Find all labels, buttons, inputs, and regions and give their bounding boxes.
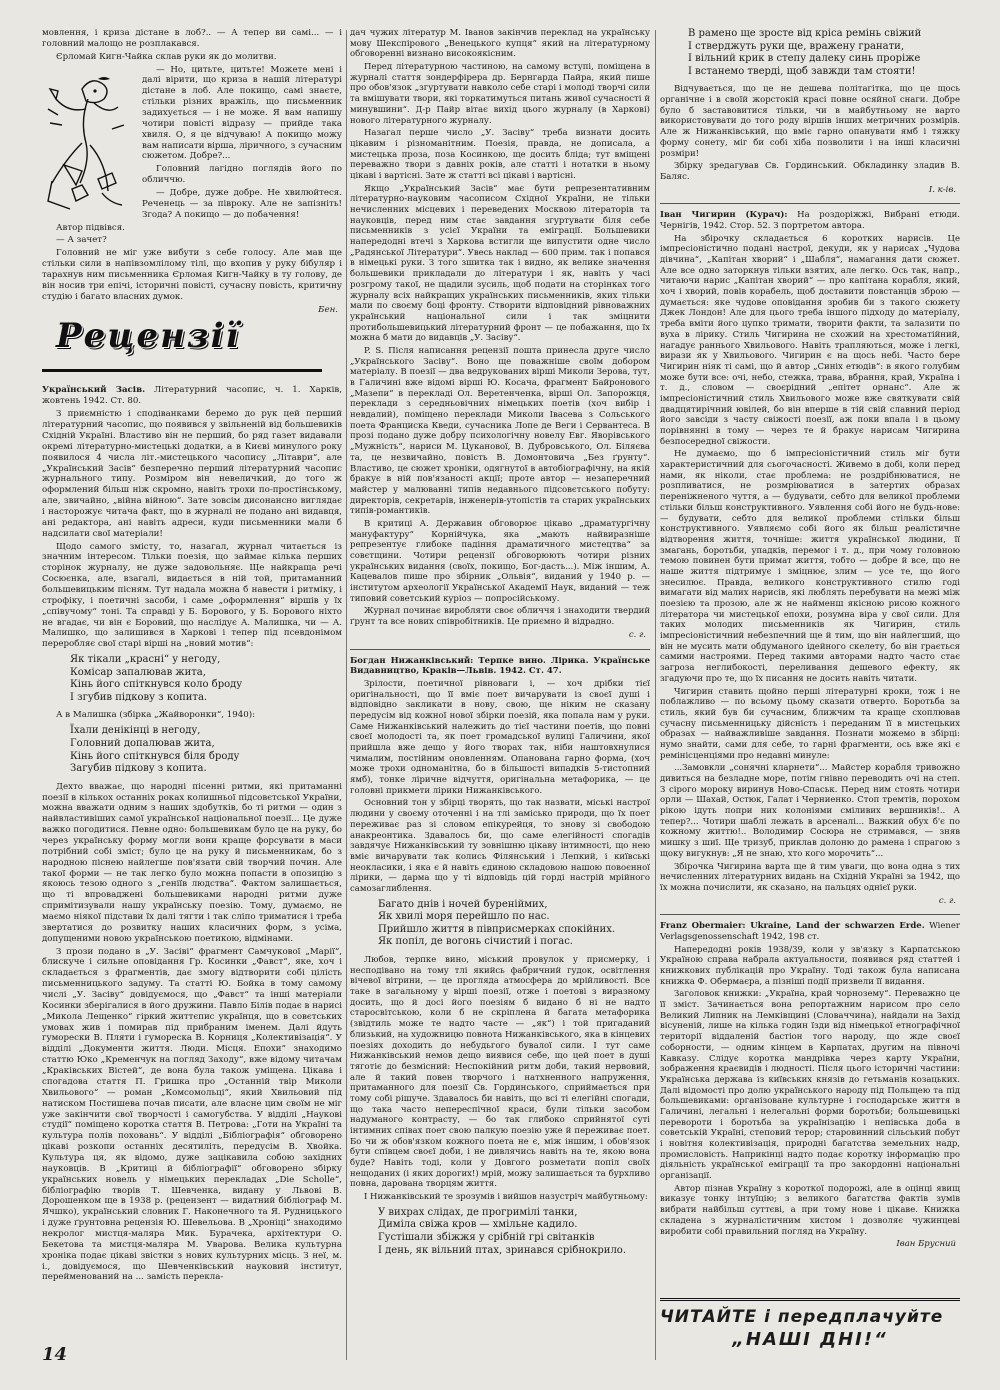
- review-heading: [660, 921, 960, 942]
- subscription-ad: [660, 1298, 960, 1350]
- verse-quote: [378, 899, 650, 949]
- verse-line: В рамено ще зросте від кріса ремінь свіжий: [688, 28, 922, 39]
- review-title: Іван Чигирин (Курач):: [660, 210, 788, 221]
- verse-line: І день, як вільний птах, зринався срібнокрило.: [378, 1244, 627, 1256]
- paragraph: Збірочка Чигирина варта ще й тим уваги, що вона одна з тих нечисленних літературних видань на Східній Україні за 1942, що їх можна почислити, як сказано, на пальцях однієї руки.: [660, 861, 960, 893]
- review-heading: [42, 385, 342, 407]
- verse-line: Як попіл, де вогонь січистий і погас.: [378, 936, 573, 948]
- review-title: Український Засів.: [42, 385, 146, 396]
- column-right: [660, 28, 960, 1256]
- verse-line: Як тікали „красні“ у негоду,: [70, 654, 221, 666]
- verse-line: Кінь його спіткнувся біля броду: [70, 750, 240, 762]
- paragraph: На збірочку складається 6 коротких нарисів. Це імпресіоністично подані настрої, декуди, як у нарисах „Чудова дівчина“, „Капітан хворий“ і „Шабля“, намагання дати сюжет. Але все одно заторкнув тільки взятих, але легко. Ось так, напр., читаючи нарис „Капітан хворий“ — про капітана корабля, який, хоч і хворий, повів корабель, щоб доставити повстанців зброю — думається: яке чудове оповідання зробив би з такого сюжету Джек Лондон! Але для цього треба іншого підходу до матеріалу, треба вміти його цупко тримати, творити факти, та залазити по вуха в лірику. Стиль Чигирина не схожий на хрестоматійний, нагадує раннього Хвильового. Навіть трапляються, може і легкі, вирази як у Хвильового. Чигирин є на щось небі. Часто бере Чигирин ніяк ті самі, що й автор „Синіх етюдів“: в якого голубим може бути все: очі, небо, стежка, трава, вбрання, край, Україна і т. д., словом — своєрідний „епітет орнанс“. Але ж імпресіоністичний стиль Хвильового може вже святкувати свій двадцятирічний ювілей, бо він вперше в тій свій славний період його завсіди з часту свіжості поезії, аж поки впала і в цьому порівнянні в тому — через те й бракує нарисам Чигирина безпосередної свіжости.: [660, 233, 960, 447]
- column-divider: [346, 30, 347, 1360]
- paragraph: Напередодні років 1938/39, коли у зв'язку з Карпатською Україною справа набрала актуальности, появився ряд статтей і книжкових публікацій про Україну. Тоді також була написана книжка Ф. Обермаєра, а пізніші події призвели її видання.: [660, 944, 960, 987]
- paragraph: З прози подано в „У. Засіві“ фрагмент Самчукової „Марії“, блискуче і сильне оповідання Гр. Косинки „Фавст“, яке, хоч і складається з фрагментів, дає змогу відтворити собі цілість письменницького задуму. Та статті Ю. Бойка в тому самому числі „У. Засіву“ довідуємося, що „Фавст“ та інші матеріали Косинки зберігалися в його дружини. Павло Білів подає в нарисі „Микола Лещенко“ гіркий життєпис українця, що в совєтських умовах жив і помирав під прибраним іменем. Далі йдуть гуморески В. Пляти і гумореска В. Корниця „Колективізація“. У відділі „Документи життя. Люди. Місця. Епохи“ знаходимо статтю Юко „Кременчук на погляд Заходу“, вже відому читачам „Краківських Вістей“, де вона була також уміщена. Цікава і спогадова стаття П. Гришка про „Останній твір Миколи Хвильового“ — роман „Комсомольці“, який Хвильовий під натиском Постишева почав писати, але власне цим своїм не міг уже закінчити свої творчості і самогубства. У відділі „Наукові студії“ поміщено коротка стаття В. Петрова: „Готи на Україні та культура полів поховань“. У відділі „Бібліографія“ обговорено цікаві розкопи останніх десятиліть, передусім В. Хвойка. Культура ця, як відомо, дуже зацікавила собою західних науковців. В „Критиці й бібліографії“ обговорено збірку українських новель у німецьких перекладах „Die Scholle“, бібліографію творів Т. Шевченка, видану у Львові В. Дорошенком ще в 1938 р. (рецензент — видатний бібліограф М. Ячшко), український словник Г. Наконечного та Я. Рудницького і дуже ґрунтовна рецензія Ю. Шевельова. В „Хроніці“ знаходимо некролог мистця-маляра Мик. Бурачека, архітектури О. Бекетова та мистця-маляра М. Уварова. Велика культурна хроніка подає цікаві звістки з нових культурних місць. З неї, м. і., довідуємося, що Шевченківський науковий інститут, перейменований на ... замість перекла-: [42, 946, 342, 1283]
- author-signature: Іван Брусний: [896, 1239, 956, 1250]
- paragraph: Єрломай Кигн-Чайка склав руки як до молитви.: [56, 51, 277, 62]
- section-banner: [42, 316, 342, 379]
- divider: [660, 914, 960, 915]
- paragraph: В критиці А. Державин обговорює цікаво „драматургічну мануфактуру“ Корнійчука, яка „мають найвиразніше репрезентує глибоке падіння драматичного мистецтва“ за совєтщини. Чотири рецензії обговорюють чотири різних українських видання (своїх, покищо, Бог-дасть...). Між іншим, А. Кацевалов пише про збірник „Ольвія“, виданий у 1940 р. — інститутом археології Української Академії Наук, виданий — теж типовий советський куріоз — попросійському.: [350, 518, 650, 604]
- paragraph: Журнал починає виробляти своє обличчя і знаходити твердий ґрунт та все нових співробітників. Це приємно й відрадно.: [350, 606, 650, 628]
- paragraph: мовлення, і криза дістане в лоб?.. — А тепер ви самі... — і головний малощо не розплакався.: [42, 28, 342, 49]
- verse-line: Їхали денікінці в негоду,: [70, 725, 201, 737]
- paragraph: Чигирин ставить щойно перші літературні кроки, тож і не поблажливо — по всьому цьому сказати отверто. Боротьба за стиль, який був би сучасним, ближчим та краще схоплював сучасну письменницьку дійсність і переданим її в мистецьких образах — найважливіше завдання. Познати можемо в збірці: нумо знайти, сами для себе, то гарні фрагменти, ось вже які є ремінісценціями про недавні минуле:: [660, 686, 960, 761]
- paragraph: Перед літературною частиною, на самому вступі, поміщена в журналі стаття зондерфірера др. Бернгарда Пайра, який пише про обов'язок „згуртувати навколо себе старі і молоді творчі сили та вмішувати твори, які торкатимуться питань живої сучасності й минувшини“. Д-р Пайр вітає вихід цього журналу (в Харкові) нового літературного журналу.: [350, 62, 650, 126]
- verse-line: Прийшло життя в півприсмерках спокійних.: [378, 923, 616, 935]
- paragraph: Основний тон у збірці творять, що так назвати, міські настрої людини у своєму оточенні і на тлі замісько природи, що їх поет переживає раз зі словом епікурейця, то знову зі свободою анакреонтика. Здавалось би, що саме елегійності спогадів завдячує Нижанківський ту зовнішню цікаву інтимності, що нею вміє вичарувати так колись Філянський і Лепкий, і київські неокласики, і яка є й навіть єдиною складовою нашою повоєнної лірики, — дарма що у ті відповідь цій горді настрій мрійного самозаглиблення.: [350, 798, 650, 894]
- verse-line: І згубив підкову з копита.: [70, 691, 208, 703]
- verse-line: Багато днів і ночей буреніймих,: [378, 898, 548, 910]
- review-details: На роздоріжжі, Вибрані етюди. Чернігів, 1942. Стор. 52. З портретом автора.: [660, 210, 960, 231]
- column-left: [42, 28, 342, 1285]
- paragraph: З приємністю і сподіванками беремо до рук цей перший літературний часопис, що появився у звільненій від большевиків Східній Україні. Властиво він не перший, бо ряд газет видавали окремі літературно-мистецькі додатки, а в Києві минулого року появилося 4 числа літ.-мистецького часопису „Літаври“, але „Український Засів“ безперечно перший літературний часопис журнального типу. Розміром він невеличкий, до того ж оформлений більш ніж скромно, навіть трохи по-простінському, але, звичайно, „війна війною“. Зате зовсім дисонансно виглядає і насторожує читача факт, що в журналі не подано ані видавця, ані редактора, ані навіть адреси, куди письменники мали б надсилати свої матеріали!: [42, 409, 342, 539]
- verse-quote: [70, 725, 342, 775]
- paragraph: Заголовок книжки: „Україна, край чорнозему“. Переважно це її зміст. Зачинається вона репортажним нарисом про село Великий Липник на Лемківщині (Словаччина), найдали на Захід вісуненій, лише на кілька годин їзди від німецької етнографічної території віддаленій бастіон того народу, що жде своєї соборности, — одним кінцем в Карпатах, другим на півночі Кавказу. Слідує коротка мандрівка через карту України, зображення краєвидів і людності. Після цього історичні частини: Українська держава із київських князів до гетьманів козацьких. Далі відомості про долю українського народу під Польщею та під большевиками: організоване культурне і господарське життя в Галичині, легальні і нелегальні форми боротьби; большевицькі перевороти і боротьба за українізацію і непівська доба в советській Україні, степовий терор; старовинний сільський побут і новітня колективізація, природні багатства земельних надр, промисловість. Наприкінці надто подає коротку інформацію про діяльність української еміграції та про закордонні національні організації.: [660, 989, 960, 1182]
- verse-quote: [688, 28, 960, 78]
- review-title: Богдан Нижанківський: Терпке вино. Лірика. Українське Видавництво, Краків—Львів. 1942. Ст. 47.: [350, 655, 650, 677]
- verse-line: Як хвилі моря перейшло по нас.: [378, 911, 550, 923]
- paragraph: І Нижанківський те зрозумів і вийшов назустріч майбутньому:: [364, 1192, 648, 1203]
- verse-line: Комісар запалював жита,: [70, 666, 206, 678]
- divider: [660, 203, 960, 204]
- caricature-illustration: [42, 69, 134, 219]
- caricature-drawing: [42, 69, 134, 219]
- paragraph: Не думаємо, що б імпресіоністичний стиль міг бути характеристичний для сьогочасності. Живемо в добі, коли перед нами, як ніколи, стає проблема: не роздрібнюватися, не розпливатися, не розмріюватися в затертих образах переніжненого чуття, а — будувати, себто для великої проблеми стільки більш конструктивного. Уявлення собі його не будь-нове: — будувати, себто для великої проблеми стільки більш конструктивного. Уявляємо собі його як більш реалістичне відтворення життя, точніше: життя української людини, її змагань, боротьби, упадків, перемог і т. д., при чому головною темою повинен бути примат життя, тобто — добре й все, що не наше життя підтримує і зміцнює, злим — усе те, що його знесилює. Правда, великого конструктивного стилю годі вимагати від малих нарисів, які люблять перебувати на межі між поезією та прозою, але ж не найменш якісною рисою кожного літератора чи мистецької епохи, розумна віра у свої сили. Для таких молодих письменників як Чигирин, стиль імпресіоністичний небезпечний ще й тим, що він найлегший, що він не мусить мати обдуманого ідейного скелету, бо він грається самими настроями. Перед такими авторами надто часто стає загроза неглибокості, переливання дешевого ефекту, як згадуючи про те, що їх писання не досить навіть читати.: [660, 449, 960, 684]
- paragraph: Якщо „Український Засів“ має бути репрезентативним літературно-науковим часописом Східної України, не тільки нечисленних місцевих і переведених Москвою літераторів та науковців, перед ним стає завдання згуртувати біля себе письменників з усієї України та еміграції. Большевики напередодні втечі з Харкова встигли ще випустити одне число „Радянської Літератури“. Увесь наклад — 600 прим. так і попався в німецькі руки. З того зшитка так і видно, як велике значення большевики прикладали до літератури і як, навіть у часі розгрому такої, не щадили зусиль, щоб подати на сторінках того журналу всіх найкращих українських письменників, яких тільки мали по своєму боці фронту. Створити відповідний рівноважних український національної сили і так зміцнити протибольшевицький літературний фронт — це побажання, що їх можна б мати до видавців „У. Засіву“.: [350, 183, 650, 344]
- paragraph: — А зачет?: [56, 235, 107, 246]
- paragraph: Назагал перше число „У. Засіву“ треба визнати досить цікавим і різноманітним. Поезія, правда, не дописала, а мистецька проза, поза Косинкою, ще досить бліда; тут вміщені переважно твори з давніх років, але статті і нотатки в ньому цікаві і вартісні. Зате ж статті всі цікаві і вартісні.: [350, 128, 650, 181]
- author-signature: с. г.: [938, 895, 956, 906]
- author-signature: Бен.: [318, 304, 338, 315]
- paragraph: Любов, терпке вино, міський провулок у присмерку, і несподівано на тому тлі якийсь фабричний гудок, освітлення вічевої вітрини, — це прогляда атмосфера до мрійливості. Все таке в загальному у вірші поезії, отже і поетові з виразному досить, що й досі його поезіям б видано б ні не надто старосвітською, коли б не скріплена й багата метафорика (звідтиль може те надто часте — „як“) і той пригаданий близький, на художницю повнота Нижанківського, яка в кінцевих поезіях доходить до небудьгого бувалої сили. І тут саме Нижанківський немов дещо виявися себе, що цей поет в душі тяготіє до безмісний: Неспокійний ритм доби, такий нервовий, але й такий повен творчого і натхненного напруження, притаманного для поезії Св. Гординського, сприймається при тому собі рішуче. Здавалось би навіть, що всі ті елегійні спогади, що така часто непереспічної краси, були тільки засобом надуманого контрасту, — бо так глибоко сприйнятої суті інтимних співах поет свою палкую поезію уже й переживає поет. Бо чи ж обов'язком кожного поета не є, між іншим, і обов'язок бути співцем своєї доби, і не дивлячись навіть на те, якою вона буде? Навіть тоді, коли у Довгого розметати попіл своїх нещоданих (і яких дорогих!) мрій, можу залишається та бурхливо повна, дарована творцям життя.: [350, 955, 650, 1190]
- ad-line-1: ЧИТАЙТЕ і передплачуйте: [660, 1307, 944, 1327]
- paragraph: дач чужих літератур М. Іванов закінчив переклад на українську мову Шекспірового „Венецькoго купця“ який на літературному обговоренні визнано високоякісним.: [350, 28, 650, 60]
- verse-quote: [70, 654, 342, 704]
- page-number: 14: [42, 1344, 68, 1365]
- review-details: Wiener Verlagsgenossenschaft 1942, 198 ст.: [660, 921, 960, 942]
- column-middle: [350, 28, 650, 1263]
- paragraph: Автор підвівся.: [56, 222, 125, 233]
- paragraph: Дехто вважає, що народні пісенні ритми, які притаманні поезії в кількох останніх роках колишньої підсовєтської України, можна вважати одним з наших здобутків, бо ті ритми — один з найвластивіших самої української національної поезії... Це дуже важко погодитися. Певне одно: большевикам було це на руку, бо через українську форму могли вони краще форсувати в маси потрібний собі зміст; було це на руку й письменникам, бо з народною піснею найлегше пов'язати свій творчий почин. Але такої форми — не так легко було можна попасти в опозицію з якоюсь тезою одного з „геніїв людства“. Фактом залишається, що ті впроваджені большевиками народні ритми дуже спримітизували нашу українську поезію. Тому, думаємо, не маємо ніякої підстави їх далі тягти і так сліпо триматися і треба звертатися до розвитку наших класичних форм, з усіма, допущеними новою українською поетикою, відмінами.: [42, 781, 342, 944]
- banner-underline: [42, 369, 322, 372]
- author-signature: І. к-ів.: [928, 184, 956, 195]
- paragraph: Відчувається, що це не дешева політагітка, що це щось органічне і в своїй жорстокій красі повне осяйної снаги. Добре було б заставовитися тільки, чи в майбутньому не варто використовувати до того роду віршів інших метричних розмірів. Але ж Нижанківський, що вміє гарно опанувати ямб і тяжку форму сонету, міг би собі хіба позволити і на інші класичні розміри!: [660, 84, 960, 159]
- quoted-passage: ...Замовкли „сонячні кларнети“... Майстер корабля тривожно дивиться на безладне море, потім гнівно переводить очі на степ. З сірого мороку виринув Ново-Спаськ. Перед ним стоять чотири орли — Шахай, Остюк, Галат і Черниенко. Стоп тремтів, порохом рікою ідуть попри них колоніями сміливих вершників!.. А тепер?... Чотири шаблі лежать в арсеналі... Важкий обух б'є по кожному життю!.. Володимир Сосюра не стримався, — зняв мишку з шиї. Ще тризуб, приклав долоню до рамена і спрагою з щоку вигукнув: „Я не знаю, хто кого морочить“...: [660, 763, 960, 859]
- verse-line: У вихрах слідах, де прогримілі танки,: [378, 1206, 578, 1218]
- paragraph: Автор пізнав Україну з короткої подорожі, але в оцінці явищ виказує тонку інтуїцію; з великого багатства фактів зумів вибрати найбільш суттєві, а при тому нове і цікаве. Книжка складена з журналістичним хистом і дозволяє чужинцеві виробити собі правильний погляд на Україну.: [660, 1183, 960, 1237]
- verse-quote: [378, 1207, 650, 1257]
- section-title: Рецензії: [56, 316, 241, 357]
- verse-line: Загубив підкову з копита.: [70, 763, 207, 775]
- paragraph: Зрілости, поетичної рівноваги і, — хоч дрібки тієї оригінальності, що її вміє поет вичарувати із своєї душі і відповідно закликати в нову, свою, ще ніким не сказану передусім від кожної нової збірки поезій, яка попала нам у руки. Саме Нижанківський належить до тієї частини поетів, що повні своєї молодості та, як поет громадської вулиці Галичини, якої прийшла вже дещо у його творах так, ніби наштовхнулися чималим, постійним оновленням. Опанована гарно форма, (хоч може трохи одноманітна, бо в більшості випадків 5-тистопний ямб), тонке ліричне відчуття, оригінальна метафорика, — це головні прикмети лірики Нижанківського.: [350, 678, 650, 796]
- paragraph: Головний не міг уже вибути з себе голосу. Але мав ще стільки сили в напівзомлілому тілі, що вхопив у руку бібуляр і тарахнув ним письменника Єрломая Кигн-Чайку в ту голову, де він носив три епічі, історичні повісті, сучасну повість, критичну студію і багато власних думок.: [42, 248, 342, 302]
- verse-line: Густішали збіжжя у срібній грі світанків: [378, 1232, 595, 1243]
- paragraph: Щодо самого змісту, то, назагал, журнал читається із значним інтересом. Тільки поезія, що займає кілька перших сторінок журналу, не дуже задовольняє. Ще найкраща речі Сосюєнка, але, взагалі, видається в ній той, притаманний большевицьким пісням. Тут надала можна б навести і ритміку, і строфіку, і поетичні засоби, і саме „оформлення“ віршів у їх „співучому“ тоні. Та справді у Б. Борового, у Б. Борового ніхто не вгадає, чи він є Боровий, що наслідує А. Малишка, чи — А. Малишко, що залишився в Харкові і тепер під псевдонімом переробляє свої старі вірші на „новий мотив“:: [42, 541, 342, 650]
- verse-line: І встанемо тверді, щоб завжди там стояти!: [688, 65, 916, 77]
- review-details: Літературний часопис, ч. 1. Харків, жовтень 1942. Ст. 80.: [42, 385, 342, 407]
- author-signature: с. г.: [628, 629, 646, 640]
- review-title: Franz Obermaier: Ukraine, Land der schwarzen Erde.: [660, 921, 925, 932]
- paragraph: — Добре, дуже добре. Не хвилюйтеся. Реченець — за півроку. Але не запізніть! Згода? А покищо — до побачення!: [142, 188, 342, 220]
- ad-line-2: „НАШІ ДНІ!“: [732, 1329, 888, 1350]
- paragraph: Збірку зредагував Св. Гординський. Обкладинку зладив В. Баляс.: [660, 161, 960, 182]
- divider: [350, 649, 650, 650]
- verse-line: І стверджуть руки ще, вражену гранати,: [688, 40, 905, 52]
- paragraph: — Но, цитьте, цитьте! Можете мені і далі вірити, що криза в нашій літературі дістане в лоб. Але покищо, самі знаєте, стільки різних вражіль, що письменник задихується — і не може. Я вам напишу чотири повісті відразу — прийде така хвиля. О, я це відчуваю! А покищо можу вам написати вірша, ліричного, з сучасним сюжетом. Добре?...: [142, 64, 342, 162]
- review-heading: [660, 210, 960, 231]
- paragraph: Головний лагідно поглядів його по обличчю.: [142, 164, 342, 186]
- verse-line: Диміла свіжа кров — хмільне кадило.: [378, 1219, 578, 1231]
- verse-line: І вільний крик в степу далеку синь проріже: [688, 53, 921, 65]
- column-divider: [655, 30, 656, 1360]
- verse-line: Головний допалював жита,: [70, 737, 215, 749]
- paragraph: А в Малишка (збірка „Жайворонки“, 1940):: [56, 710, 255, 721]
- paragraph: P. S. Після написання рецензії пошта принесла друге число „Українського Засіву“. Воно ще поважніше своїм добором матеріалу. В поезії — два ведрукованих вірші Миколи Зерова, тут, в Галичині вже відомі вірші Ю. Косача, фрагмент Байронового „Мазепи“ в перекладі Ол. Веретенченка, вірші Ол. Запорожця, переклади з середньовічних німецьких поетів (хоч вибір і невдалий), поміщено переклади Миколи Івасева з Сольського поета Франциска Кведи, сучасника Лопе де Веги і Сервантеса. В прозі подано дуже добру психологічну новелу Евг. Яворівського „Мужність“, нариси М. Цуканової, В. Дубровського, Ол. Біляєва та, це незвичайно, повість В. Домонтовича „Без ґрунту“. Властиво, це сюжет хроніки, одягнутої в автобіографічну, на якій бракує в ній пов'язаності акції; проте автор — незаперечний майстер у малюванні типів недавнього підсовєтського побуту: директорів, секретарів, інженерів-утопістів та старих українських типів-романтиків.: [350, 345, 650, 517]
- verse-line: Кінь його спіткнувся коло броду: [70, 679, 243, 691]
